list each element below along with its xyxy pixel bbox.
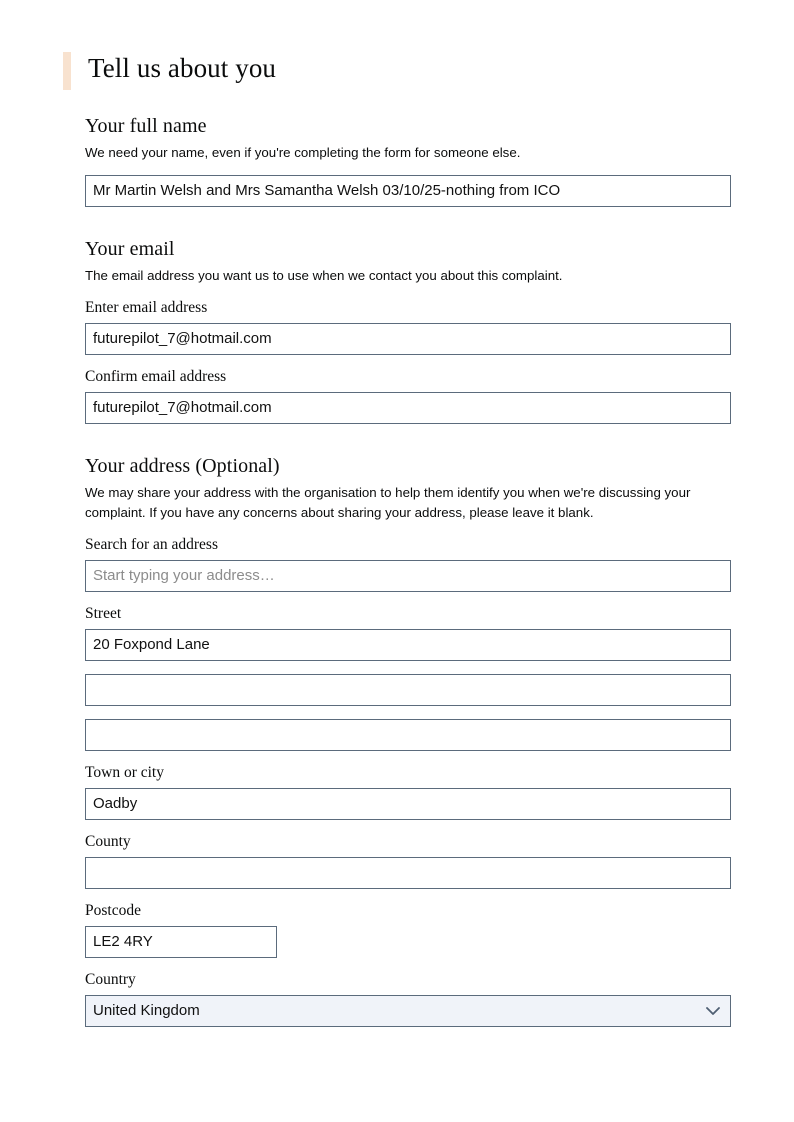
postcode-input[interactable] [85,926,277,958]
town-label: Town or city [85,764,164,781]
section-full-name [85,114,731,207]
street-field [85,604,731,751]
county-input[interactable] [85,857,731,889]
country-select[interactable] [85,995,731,1027]
form-body [85,114,731,1027]
postcode-label: Postcode [85,902,141,919]
section-address [85,454,731,1027]
enter-email-label: Enter email address [85,299,208,316]
page-title-row [63,50,276,90]
address-search-label: Search for an address [85,536,218,553]
street-line2-input[interactable] [85,674,731,706]
full-name-input[interactable] [85,175,731,207]
email-description: The email address you want us to use when we contact you about this complaint. [85,268,563,283]
address-description: We may share your address with the organisation to help them identify you when we're discussing your complaint. If you have any concerns about sharing your address, please leave it blank. [85,485,691,520]
street-line3-input[interactable] [85,719,731,751]
street-line1-input[interactable] [85,629,731,661]
enter-email-input[interactable] [85,323,731,355]
street-label: Street [85,605,122,622]
country-label: Country [85,971,136,988]
section-email [85,237,731,424]
county-field [85,832,731,889]
country-select-wrap [85,995,731,1027]
town-input[interactable] [85,788,731,820]
enter-email-field [85,298,731,355]
full-name-description: We need your name, even if you're completing the form for someone else. [85,145,521,160]
address-search-input[interactable] [85,560,731,592]
page-title: Tell us about you [88,53,277,83]
confirm-email-input[interactable] [85,392,731,424]
county-label: County [85,833,131,850]
confirm-email-label: Confirm email address [85,368,227,385]
postcode-field [85,901,731,958]
address-heading: Your address (Optional) [85,455,280,477]
country-field [85,970,731,1027]
town-field [85,763,731,820]
email-heading: Your email [85,238,175,260]
title-accent-bar [63,52,71,90]
full-name-field [85,175,731,207]
address-search-field [85,535,731,592]
confirm-email-field [85,367,731,424]
full-name-heading: Your full name [85,115,207,137]
